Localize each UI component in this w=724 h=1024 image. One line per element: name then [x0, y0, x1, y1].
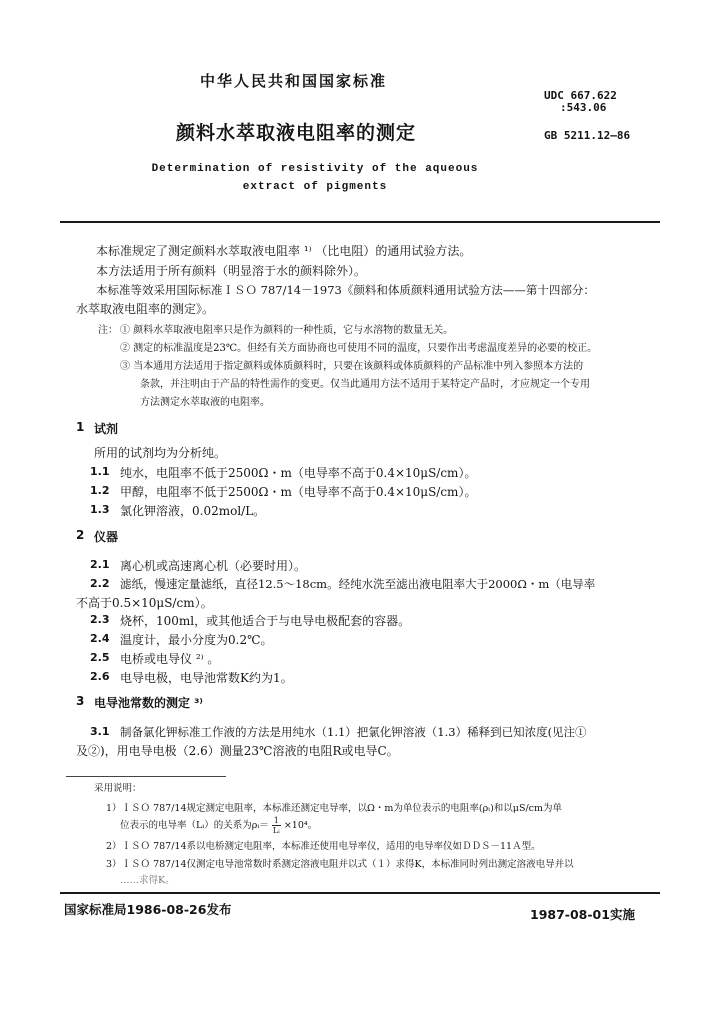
item-text: 温度计，最小分度为0.2℃。 — [120, 633, 273, 647]
note-1: ① 颜料水萃取液电阻率只是作为颜料的一种性质，它与水溶物的数量无关。 — [120, 325, 454, 336]
udc-line-2: :543.06 — [560, 101, 607, 114]
udc-code — [544, 90, 617, 114]
fraction-numerator: 1 — [273, 816, 279, 825]
footnote-1-suffix: ×10⁴。 — [283, 820, 318, 831]
item-text-continued: 不高于0.5×10μS/cm）。 — [76, 596, 213, 610]
item-text: 制备氯化钾标准工作液的方法是用纯水（1.1）把氯化钾溶液（1.3）稀释到已知浓度(见注① — [120, 725, 587, 739]
footnote-3-line-1: 3）ＩＳＯ 787/14仅测定电导池常数时系测定溶液电阻并以式（１）求得K，本标准同时列出测定溶液电导并以 — [106, 859, 574, 870]
document-title: 颜料水萃取液电阻率的测定 — [176, 122, 417, 144]
footer-rule — [60, 892, 660, 894]
fraction — [272, 816, 281, 835]
intro-line-4: 水萃取液电阻率的测定》。 — [76, 302, 215, 316]
item-text: 滤纸，慢速定量滤纸，直径12.5～18cm。经纯水洗至滤出液电阻率大于2000Ω・m（电导率 — [120, 577, 596, 591]
note-3-line-3: 方法测定水萃取液的电阻率。 — [140, 397, 270, 408]
item-number: 2.1 — [90, 558, 110, 571]
item-text: 电导电极，电导池常数K约为1。 — [120, 671, 293, 685]
item-text: 电桥或电导仪 ²⁾ 。 — [120, 652, 220, 666]
english-title — [150, 160, 480, 196]
item-number: 2.4 — [90, 632, 110, 645]
item-number: 1.1 — [90, 465, 110, 478]
section-1-title: 试剂 — [94, 422, 119, 436]
footnote-1-prefix: 位表示的电导率（Lᵢ）的关系为ρᵢ＝ — [120, 820, 269, 831]
footnote-1-line-2 — [120, 816, 317, 835]
item-text: 烧杯，100ml，或其他适合于与电导电极配套的容器。 — [120, 614, 411, 628]
footnote-3-line-2: ……求得K。 — [120, 875, 175, 886]
standard-header: 中华人民共和国国家标准 — [200, 72, 388, 90]
note-3-line-2: 条款，并注明由于产品的特性需作的变更。仅当此通用方法不适用于某特定产品时，才应规定一个专用 — [140, 379, 590, 390]
intro-line-1: 本标准规定了测定颜料水萃取液电阻率 ¹⁾ （比电阻）的通用试验方法。 — [96, 244, 472, 258]
item-number: 2.6 — [90, 670, 110, 683]
item-number: 2.3 — [90, 613, 110, 626]
item-number: 2.5 — [90, 651, 110, 664]
item-text: 纯水，电阻率不低于2500Ω・m（电导率不高于0.4×10μS/cm）。 — [120, 466, 477, 480]
item-text: 氯化钾溶液，0.02mol/L。 — [120, 504, 266, 518]
issue-date: 国家标准局1986-08-26发布 — [64, 902, 232, 917]
item-number: 1.2 — [90, 484, 110, 497]
item-number: 1.3 — [90, 503, 110, 516]
gb-number: GB 5211.12—86 — [544, 129, 631, 142]
section-1-lead: 所用的试剂均为分析纯。 — [94, 446, 227, 460]
item-text-continued: 及②)，用电导电极（2.6）测量23℃溶液的电阻R或电导C。 — [76, 744, 399, 758]
note-2: ② 测定的标准温度是23℃。但经有关方面协商也可使用不同的温度，只要作出考虑温度差异的必要的校正。 — [120, 343, 598, 354]
effective-date: 1987-08-01实施 — [530, 907, 635, 922]
item-number: 2.2 — [90, 577, 110, 590]
english-title-line-1: Determination of resistivity of the aqueous — [151, 163, 479, 175]
section-1-number: 1 — [76, 420, 85, 434]
item-number: 3.1 — [90, 725, 110, 738]
intro-line-2: 本方法适用于所有颜料（明显溶于水的颜料除外）。 — [96, 264, 367, 278]
footnote-1-line-1: 1）ＩＳＯ 787/14规定测定电阻率，本标准还测定电导率，以Ω・m为单位表示的电阻率(ρᵢ)和以μS/cm为单 — [106, 803, 562, 814]
footnote-2: 2）ＩＳＯ 787/14系以电桥测定电阻率，本标准还使用电导率仪，适用的电导率仪如ＤＤＳ－11Ａ型。 — [106, 841, 541, 852]
udc-line-1: UDC 667.622 — [544, 89, 617, 102]
section-2-title: 仪器 — [94, 530, 119, 544]
intro-line-3: 本标准等效采用国际标准ＩＳＯ 787/14－1973《颜料和体质颜料通用试验方法——第十四部分： — [96, 283, 595, 297]
note-3-line-1: ③ 当本通用方法适用于指定颜料或体质颜料时，只要在该颜料或体质颜料的产品标准中列入参照本方法的 — [120, 361, 584, 372]
section-3-number: 3 — [76, 694, 85, 708]
item-text: 离心机或高速离心机（必要时用）。 — [120, 559, 307, 573]
section-3-title: 电导池常数的测定 ³⁾ — [94, 696, 203, 710]
footnote-label: 采用说明： — [94, 783, 142, 794]
notes-label: 注： — [98, 325, 118, 336]
footnote-rule — [66, 776, 226, 777]
english-title-line-2: extract of pigments — [242, 181, 388, 193]
fraction-denominator: Lᵢ — [272, 826, 280, 835]
section-2-number: 2 — [76, 528, 85, 542]
header-rule — [60, 221, 660, 223]
item-text: 甲醇，电阻率不低于2500Ω・m（电导率不高于0.4×10μS/cm）。 — [120, 485, 477, 499]
